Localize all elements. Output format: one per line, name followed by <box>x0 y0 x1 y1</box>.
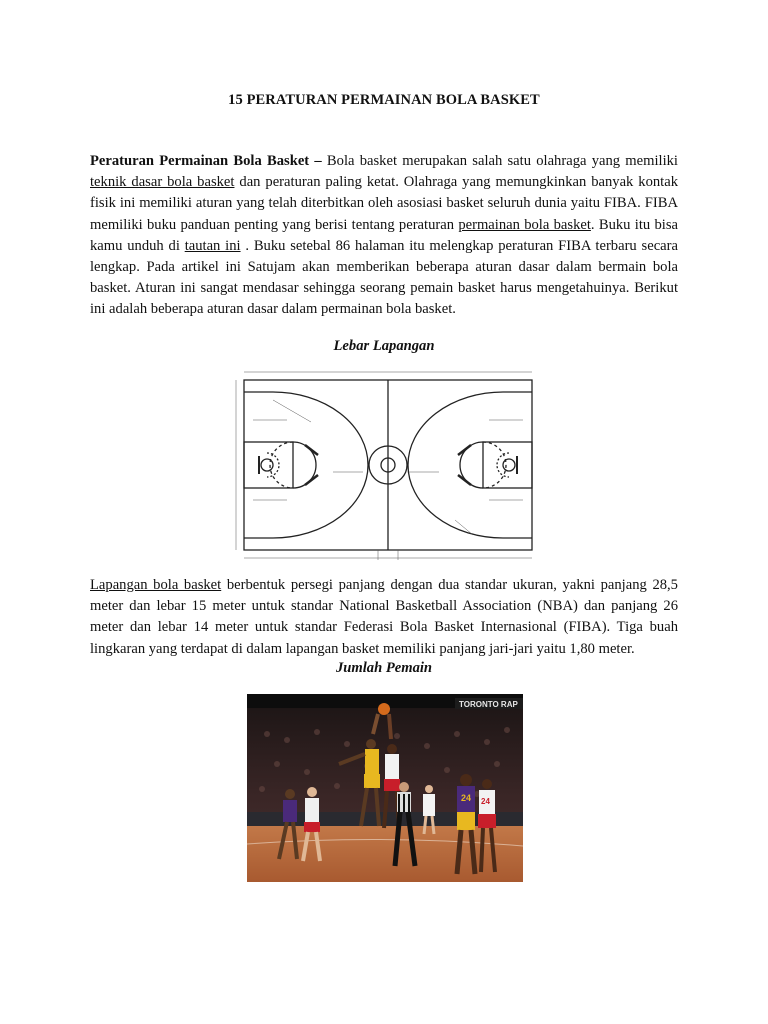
court-size-text: berbentuk persegi panjang dengan dua standar ukuran, yakni panjang 28,5 meter dan lebar 15 meter untuk standar National Basketball Association (NBA) dan panjang 26 meter dan lebar 14 meter untuk standar Federasi Bola Basket Internasional (FIBA). Tiga buah lingkaran yang terdapat di dalam lapangan basket memiliki panjang jari-jari yaitu 1,80 meter. <box>90 577 678 657</box>
intro-paragraph <box>90 151 678 321</box>
section-heading-lebar-lapangan: Lebar Lapangan <box>333 338 435 354</box>
intro-text-4: . Buku setebal 86 halaman itu melengkap peraturan FIBA terbaru secara lengkap. Pada artikel ini Satujam akan memberikan beberapa aturan dasar dalam bermain bola basket. Aturan ini sangat mendasar sehingga seorang pemain basket harus mengetahuinya. Berikut ini adalah beberapa aturan dasar dalam permainan bola basket. <box>90 237 678 318</box>
link-permainan-bola-basket[interactable]: permainan bola basket <box>458 216 591 233</box>
jersey-number-left: 24 <box>461 793 472 803</box>
basketball-jump-ball-photo <box>247 694 523 882</box>
document-title: 15 PERATURAN PERMAINAN BOLA BASKET <box>228 92 540 108</box>
intro-text-3: . Buku itu bisa kamu unduh di <box>90 216 678 254</box>
court-size-paragraph <box>90 575 678 660</box>
court-diagram <box>233 360 541 568</box>
intro-lead: Peraturan Permainan Bola Basket – <box>90 153 322 169</box>
basketball <box>378 703 390 715</box>
intro-text-1: Bola basket merupakan salah satu olahraga yang memiliki <box>321 153 678 169</box>
intro-text-2: dan peraturan paling ketat. Olahraga yang memungkinkan banyak kontak fisik ini memiliki aturan yang telah diterbitkan oleh asosiasi basket seluruh dunia yaitu FIBA. FIBA memiliki buku panduan penting yang berisi tentang peraturan <box>90 174 678 233</box>
section-heading-jumlah-pemain: Jumlah Pemain <box>335 660 433 676</box>
link-tautan-ini[interactable]: tautan ini <box>184 237 241 254</box>
link-lapangan-bola-basket[interactable]: Lapangan bola basket <box>90 577 222 593</box>
arena-banner-text: TORONTO RAP <box>459 700 518 709</box>
link-teknik-dasar[interactable]: teknik dasar bola basket <box>90 174 235 191</box>
jersey-number-right: 24 <box>481 797 490 806</box>
